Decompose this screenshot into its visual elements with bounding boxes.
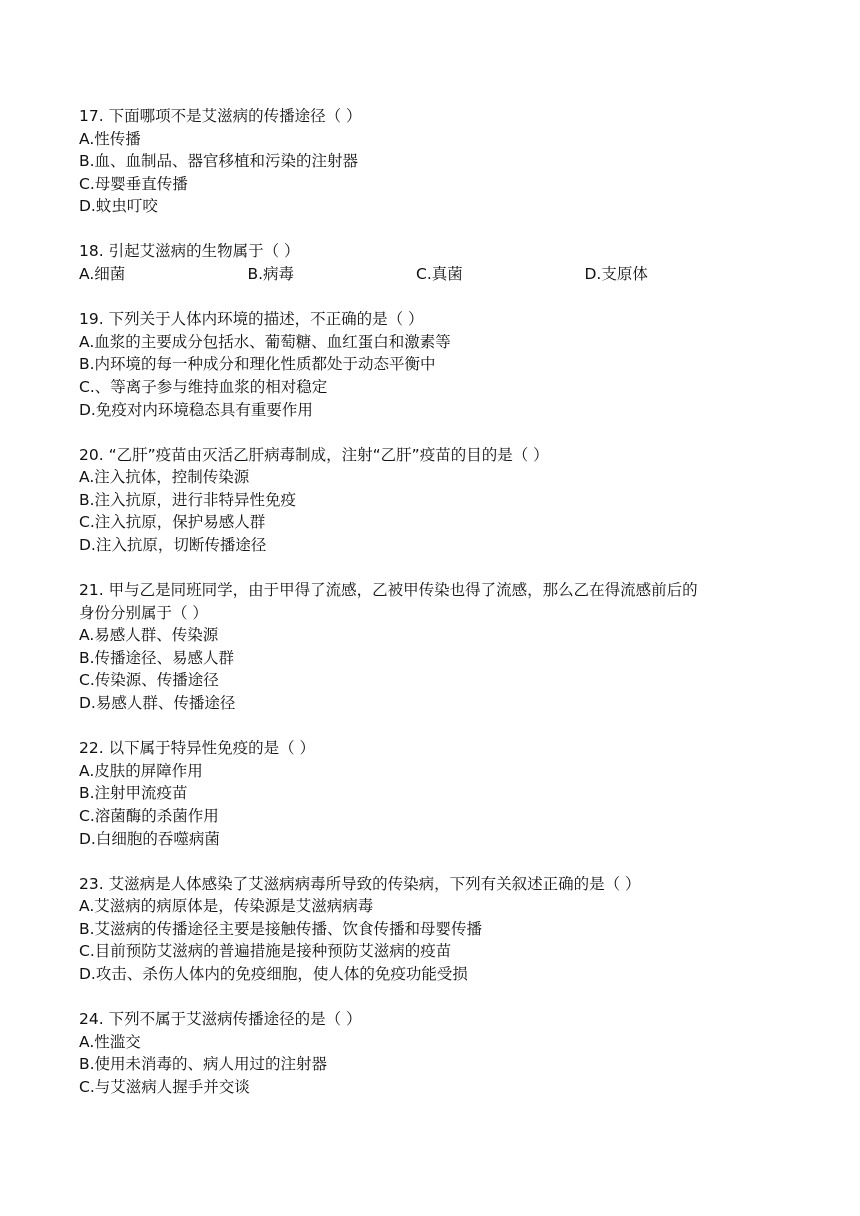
question-21 bbox=[79, 579, 779, 715]
option-d: D.注入抗原，切断传播途径 bbox=[79, 536, 267, 554]
question-stem: 18. 引起艾滋病的生物属于（ ） bbox=[79, 242, 300, 261]
option-d: D.攻击、杀伤人体内的免疫细胞，使人体的免疫功能受损 bbox=[79, 965, 468, 983]
option-d: D.蚊虫叮咬 bbox=[79, 197, 158, 216]
question-stem: 23. 艾滋病是人体感染了艾滋病病毒所导致的传染病，下列有关叙述正确的是（ ） bbox=[79, 874, 641, 893]
option-b: B.注射甲流疫苗 bbox=[79, 784, 188, 803]
option-c: C.注入抗原，保护易感人群 bbox=[79, 513, 266, 532]
question-stem: 19. 下列关于人体内环境的描述，不正确的是（ ） bbox=[79, 310, 424, 329]
question-stem: 24. 下列不属于艾滋病传播途径的是（ ） bbox=[79, 1010, 362, 1029]
document-page bbox=[79, 105, 779, 1121]
option-a: A.艾滋病的病原体是，传染源是艾滋病病毒 bbox=[79, 897, 374, 916]
question-stem: 21. 甲与乙是同班同学，由于甲得了流感，乙被甲传染也得了流感，那么乙在得流感前后的 bbox=[79, 581, 698, 600]
option-c: C.与艾滋病人握手并交谈 bbox=[79, 1077, 250, 1096]
option-b: B.内环境的每一种成分和理化性质都处于动态平衡中 bbox=[79, 355, 436, 374]
option-a: A.易感人群、传染源 bbox=[79, 626, 219, 645]
question-22 bbox=[79, 737, 779, 850]
option-c: C.溶菌酶的杀菌作用 bbox=[79, 806, 219, 825]
question-stem-continued: 身份分别属于（ ） bbox=[79, 603, 208, 622]
option-c: C.目前预防艾滋病的普遍措施是接种预防艾滋病的疫苗 bbox=[79, 942, 452, 961]
question-stem: 22. 以下属于特异性免疫的是（ ） bbox=[79, 739, 316, 758]
option-c: C.母婴垂直传播 bbox=[79, 174, 188, 193]
option-d: D.免疫对内环境稳态具有重要作用 bbox=[79, 400, 313, 419]
option-a: A.性传播 bbox=[79, 129, 141, 148]
question-20 bbox=[79, 444, 779, 557]
option-b: B.使用未消毒的、病人用过的注射器 bbox=[79, 1055, 328, 1074]
option-b: B.病毒 bbox=[247, 265, 295, 284]
question-stem: 17. 下面哪项不是艾滋病的传播途径（ ） bbox=[79, 107, 362, 125]
question-19 bbox=[79, 308, 779, 421]
option-a: A.注入抗体，控制传染源 bbox=[79, 468, 250, 487]
option-d: D.易感人群、传播途径 bbox=[79, 694, 236, 713]
option-d: D.支原体 bbox=[584, 265, 648, 284]
question-23 bbox=[79, 873, 779, 986]
option-c: C.传染源、传播途径 bbox=[79, 671, 219, 690]
option-c: C.、等离子参与维持血浆的相对稳定 bbox=[79, 377, 328, 396]
option-c: C.真菌 bbox=[416, 265, 463, 284]
option-a: A.性滥交 bbox=[79, 1032, 141, 1051]
option-b: B.血、血制品、器官移植和污染的注射器 bbox=[79, 152, 359, 171]
option-d: D.白细胞的吞噬病菌 bbox=[79, 829, 220, 848]
option-b: B.注入抗原，进行非特异性免疫 bbox=[79, 490, 297, 509]
question-24 bbox=[79, 1008, 779, 1098]
question-stem: 20. “乙肝”疫苗由灭活乙肝病毒制成，注射“乙肝”疫苗的目的是（ ） bbox=[79, 445, 549, 464]
options-inline-row bbox=[79, 263, 779, 286]
question-18 bbox=[79, 240, 779, 285]
option-a: A.血浆的主要成分包括水、葡萄糖、血红蛋白和激素等 bbox=[79, 332, 451, 351]
option-a: A.细菌 bbox=[79, 265, 126, 284]
question-17 bbox=[79, 105, 779, 218]
option-b: B.传播途径、易感人群 bbox=[79, 648, 235, 667]
option-a: A.皮肤的屏障作用 bbox=[79, 761, 203, 780]
option-b: B.艾滋病的传播途径主要是接触传播、饮食传播和母婴传播 bbox=[79, 919, 483, 938]
